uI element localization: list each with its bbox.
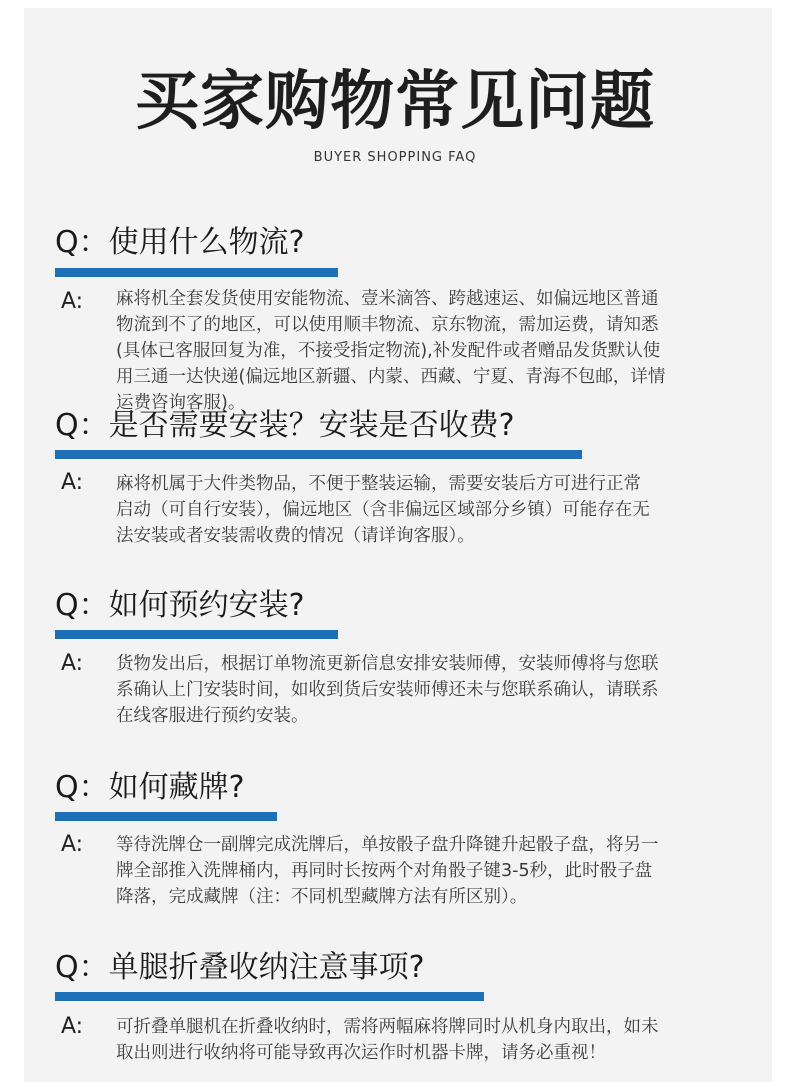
faq-question-hide-tiles: Q：如何藏牌? — [55, 770, 245, 805]
answer-label: A: — [61, 1014, 84, 1039]
faq-answer-folding — [116, 1014, 659, 1066]
answer-label: A: — [61, 832, 84, 857]
answer-line: 可折叠单腿机在折叠收纳时，需将两幅麻将牌同时从机身内取出，如未 — [116, 1017, 659, 1037]
answer-line: 牌全部推入洗牌桶内，再同时长按两个对角骰子键3-5秒，此时骰子盘 — [116, 861, 653, 881]
question-underline-bar — [55, 268, 338, 277]
answer-label: A: — [61, 289, 84, 314]
faq-question-installation: Q：是否需要安装？安装是否收费? — [55, 408, 515, 443]
faq-answer-installation — [116, 471, 650, 549]
answer-line: 麻将机属于大件类物品，不便于整装运输，需要安装后方可进行正常 — [116, 474, 641, 494]
faq-question-folding: Q：单腿折叠收纳注意事项? — [55, 950, 425, 985]
answer-line: 用三通一达快递(偏远地区新疆、内蒙、西藏、宁夏、青海不包邮，详情 — [116, 367, 666, 387]
faq-answer-logistics — [116, 286, 665, 416]
question-underline-bar — [55, 450, 582, 459]
answer-line: 系确认上门安装时间，如收到货后安装师傅还未与您联系确认，请联系 — [116, 680, 659, 700]
answer-line: 麻将机全套发货使用安能物流、壹米滴答、跨越速运、如偏远地区普通 — [116, 289, 659, 309]
answer-line: 物流到不了的地区，可以使用顺丰物流、京东物流，需加运费，请知悉 — [116, 315, 659, 335]
question-underline-bar — [55, 630, 338, 639]
page-subtitle: BUYER SHOPPING FAQ — [313, 150, 477, 165]
answer-line: 运费咨询客服)。 — [116, 393, 246, 413]
answer-line: 取出则进行收纳将可能导致再次运作时机器卡牌，请务必重视！ — [116, 1043, 606, 1063]
answer-line: 货物发出后，根据订单物流更新信息安排安装师傅，安装师傅将与您联 — [116, 654, 659, 674]
answer-line: 在线客服进行预约安装。 — [116, 706, 309, 726]
faq-question-logistics: Q：使用什么物流? — [55, 225, 305, 260]
answer-line: 法安装或者安装需收费的情况（请详询客服）。 — [116, 526, 475, 546]
answer-line: 启动（可自行安装），偏远地区（含非偏远区域部分乡镇）可能存在无 — [116, 500, 650, 520]
answer-label: A: — [61, 651, 84, 676]
answer-label: A: — [61, 470, 84, 495]
faq-answer-appointment — [116, 651, 659, 729]
question-underline-bar — [55, 812, 277, 821]
question-underline-bar — [55, 992, 484, 1001]
page-title: 买家购物常见问题 — [135, 65, 655, 139]
faq-answer-hide-tiles — [116, 832, 659, 910]
answer-line: (具体已客服回复为准，不接受指定物流),补发配件或者赠品发货默认使 — [116, 341, 661, 361]
answer-line: 降落，完成藏牌（注：不同机型藏牌方法有所区别）。 — [116, 887, 528, 907]
faq-question-appointment: Q：如何预约安装? — [55, 588, 305, 623]
answer-line: 等待洗牌仓一副牌完成洗牌后，单按骰子盘升降键升起骰子盘，将另一 — [116, 835, 659, 855]
